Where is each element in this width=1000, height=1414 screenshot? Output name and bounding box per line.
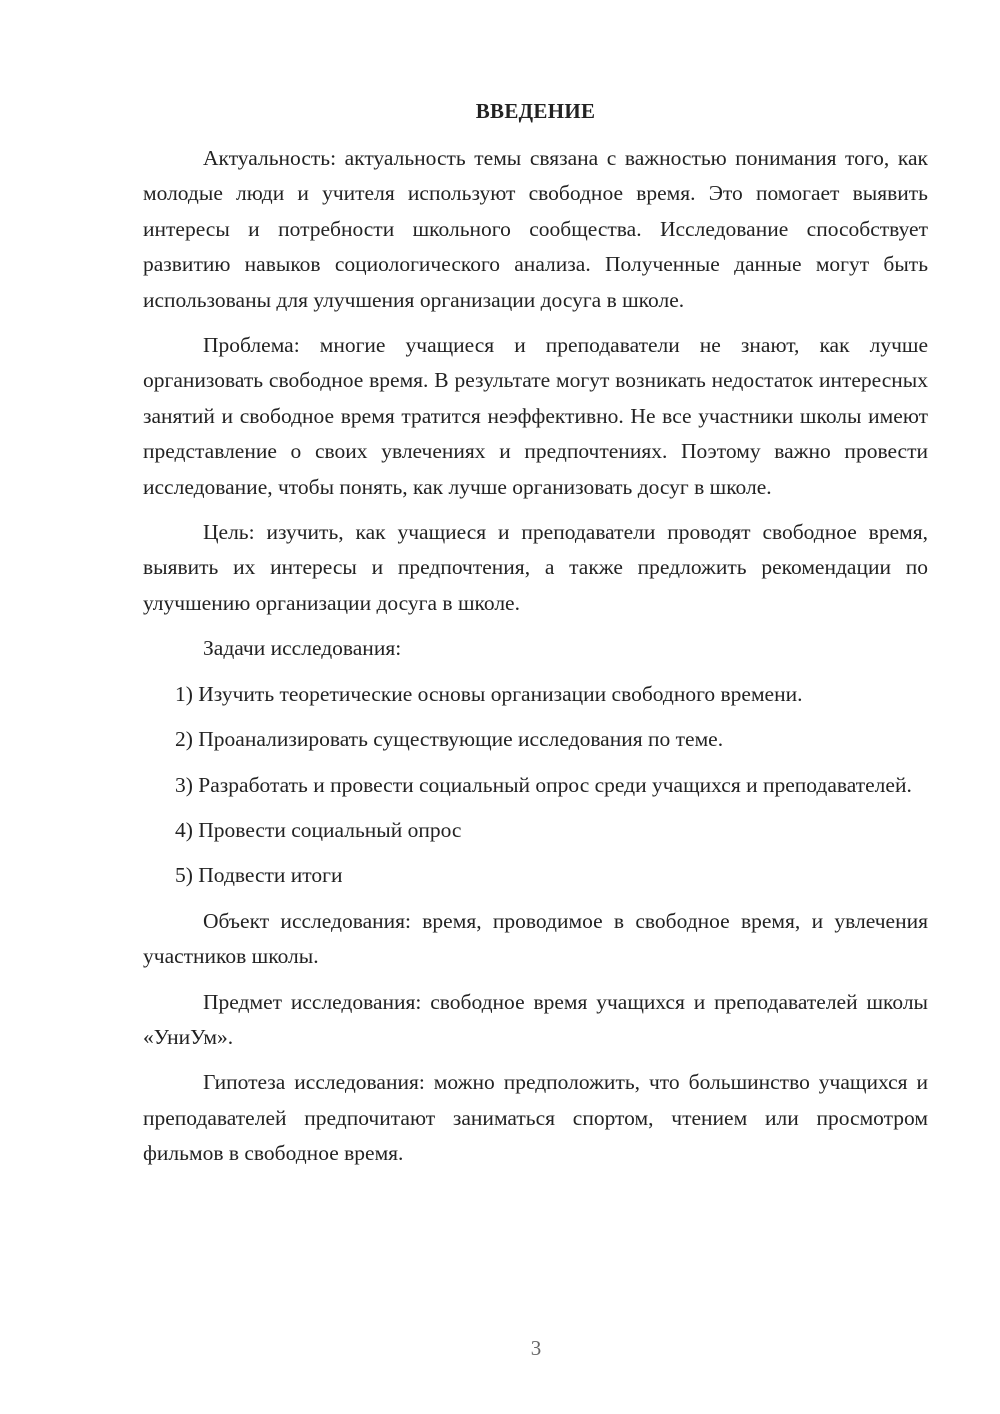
task-item-5: 5) Подвести итоги	[175, 863, 343, 888]
paragraph-object: Объект исследования: время, проводимое в свободное время, и увлечения участников школы.	[143, 908, 928, 969]
page-number: 3	[530, 1336, 542, 1360]
document-body	[143, 141, 928, 1182]
paragraph-relevance: Актуальность: актуальность темы связана с важностью понимания того, как молодые люди и учителя используют свободное время. Это помогает выявить интересы и потребности школьного сообщества. Исследование способствует развитию навыков социологического анализа. Полученные данные могут быть использованы для улучшения организации досуга в школе.	[143, 146, 928, 312]
paragraph-problem: Проблема: многие учащиеся и преподаватели не знают, как лучше организовать свободное время. В результате могут возникать недостаток интересных занятий и свободное время тратится неэффективно. Не все участники школы имеют представление о своих увлечениях и предпочтениях. Поэтому важно провести исследование, чтобы понять, как лучше организовать досуг в школе.	[143, 333, 928, 499]
paragraph-tasks-heading: Задачи исследования:	[203, 636, 402, 661]
task-item-3: 3) Разработать и провести социальный опрос среди учащихся и преподавателей.	[175, 772, 912, 797]
paragraph-subject: Предмет исследования: свободное время учащихся и преподавателей школы «УниУм».	[143, 989, 928, 1049]
task-item-2: 2) Проанализировать существующие исследования по теме.	[175, 727, 724, 752]
task-item-4: 4) Провести социальный опрос	[175, 817, 462, 842]
section-heading: ВВЕДЕНИЕ	[475, 99, 596, 123]
paragraph-goal: Цель: изучить, как учащиеся и преподаватели проводят свободное время, выявить их интересы и предпочтения, а также предложить рекомендации по улучшению организации досуга в школе.	[143, 520, 928, 615]
paragraph-hypothesis: Гипотеза исследования: можно предположить, что большинство учащихся и преподавателей предпочитают заниматься спортом, чтением или просмотром фильмов в свободное время.	[143, 1070, 928, 1166]
task-item-1: 1) Изучить теоретические основы организации свободного времени.	[175, 681, 803, 706]
